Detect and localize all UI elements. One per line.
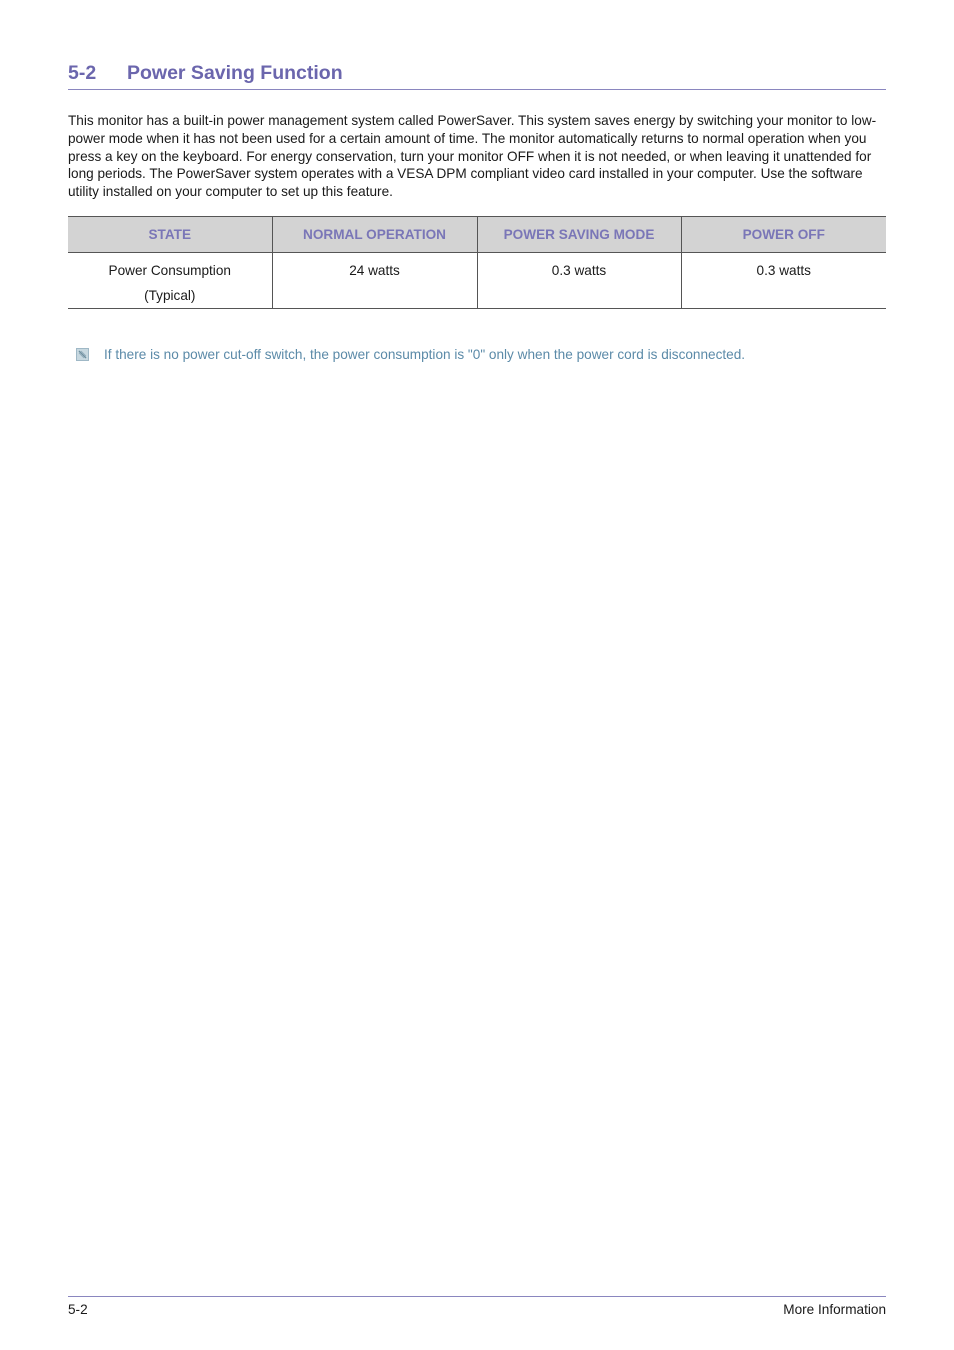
header-power-off: POWER OFF xyxy=(681,217,886,253)
cell-state xyxy=(68,253,272,309)
table-row xyxy=(68,253,886,309)
section-title: Power Saving Function xyxy=(127,62,343,84)
note-text: If there is no power cut-off switch, the power consumption is "0" only when the power cord is disconnected. xyxy=(104,347,746,362)
power-consumption-table xyxy=(68,216,886,309)
cell-normal-operation: 24 watts xyxy=(272,253,477,309)
footer-page-number: 5-2 xyxy=(68,1302,88,1317)
header-normal-operation: NORMAL OPERATION xyxy=(272,217,477,253)
cell-state-line2: (Typical) xyxy=(144,288,196,303)
note xyxy=(76,347,886,362)
page-footer xyxy=(68,1296,886,1317)
cell-power-off: 0.3 watts xyxy=(681,253,886,309)
cell-power-saving-mode: 0.3 watts xyxy=(477,253,681,309)
header-state: STATE xyxy=(68,217,272,253)
section-heading xyxy=(68,62,886,90)
section-number: 5-2 xyxy=(68,62,97,84)
header-power-saving-mode: POWER SAVING MODE xyxy=(477,217,681,253)
intro-paragraph: This monitor has a built-in power management system called PowerSaver. This system saves energy by switching your monitor to low-power mode when it has not been used for a certain amount of time. The monitor automatically returns to normal operation when you press a key on the keyboard. For energy conservation, turn your monitor OFF when it is not needed, or when leaving it unattended for long periods. The PowerSaver system operates with a VESA DPM compliant video card installed in your computer. Use the software utility installed on your computer to set up this feature. xyxy=(68,113,877,200)
footer-chapter: More Information xyxy=(783,1302,886,1317)
note-icon xyxy=(76,348,89,361)
table-header-row xyxy=(68,217,886,253)
cell-state-line1: Power Consumption xyxy=(108,263,231,278)
